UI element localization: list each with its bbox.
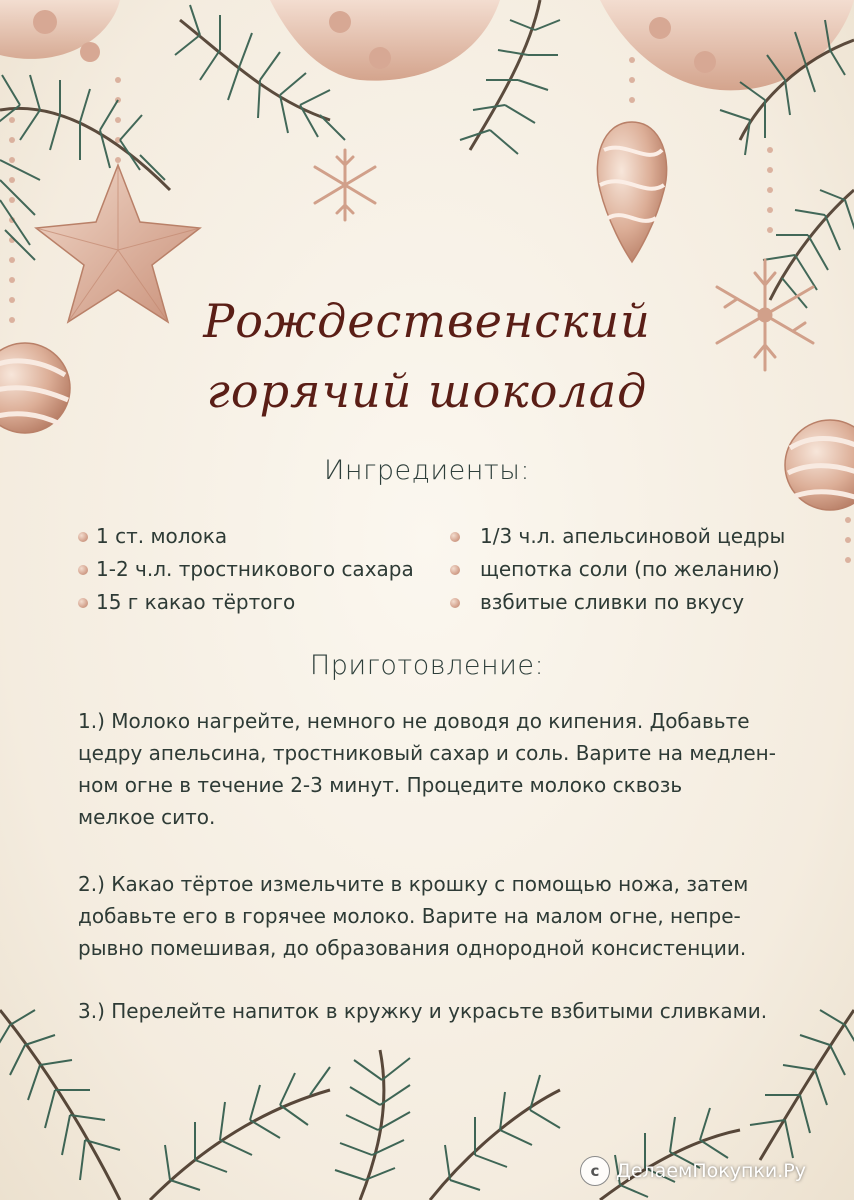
ribbon bbox=[0, 0, 854, 90]
ingredient-item: 15 г какао тёртого bbox=[76, 586, 414, 619]
ingredients-heading: Ингредиенты: bbox=[324, 455, 530, 486]
ornament-bullet-icon bbox=[78, 598, 88, 608]
ornament-bullet-icon bbox=[450, 598, 460, 608]
pine-branches-top bbox=[0, 0, 854, 308]
preparation-step-3: 3.) Перелейте напиток в кружку и украсьте взбитыми сливками. bbox=[78, 999, 768, 1023]
ingredient-item: 1/3 ч.л. апельсиновой цедры bbox=[448, 520, 785, 553]
ingredient-item: взбитые сливки по вкусу bbox=[448, 586, 785, 619]
ornament-bullet-icon bbox=[78, 565, 88, 575]
ornament-bullet-icon bbox=[450, 565, 460, 575]
drop-ornament bbox=[597, 122, 666, 262]
ornament-bullet-icon bbox=[450, 532, 460, 542]
recipe-title-line2: горячий шоколад bbox=[206, 364, 648, 418]
ornament-bullet-icon bbox=[78, 532, 88, 542]
ingredient-item: 1 ст. молока bbox=[76, 520, 414, 553]
preparation-step-1: 1.) Молоко нагрейте, немного не доводя до кипения. Добавьте цедру апельсина, тростниковый сахар и соль. Варите на медлен- ном огне в течение 2-3 минут. Процедите молоко сквозь мелкое сито. bbox=[78, 709, 776, 829]
ingredient-item: 1-2 ч.л. тростникового сахара bbox=[76, 553, 414, 586]
preparation-heading: Приготовление: bbox=[309, 650, 545, 681]
site-logo-icon: с bbox=[580, 1156, 610, 1186]
recipe-title-line1: Рождественский bbox=[203, 294, 651, 348]
preparation-step-2: 2.) Какао тёртое измельчите в крошку с помощью ножа, затем добавьте его в горячее молоко. Варите на малом огне, непре- рывно помешивая, до образования однородной консистенции. bbox=[78, 872, 749, 960]
ingredient-item: щепотка соли (по желанию) bbox=[448, 553, 785, 586]
ingredients-list-right bbox=[448, 520, 785, 619]
watermark-text: ДелаемПокупки.Ру bbox=[616, 1160, 806, 1182]
watermark bbox=[580, 1155, 806, 1187]
ingredients-list-left bbox=[76, 520, 414, 619]
